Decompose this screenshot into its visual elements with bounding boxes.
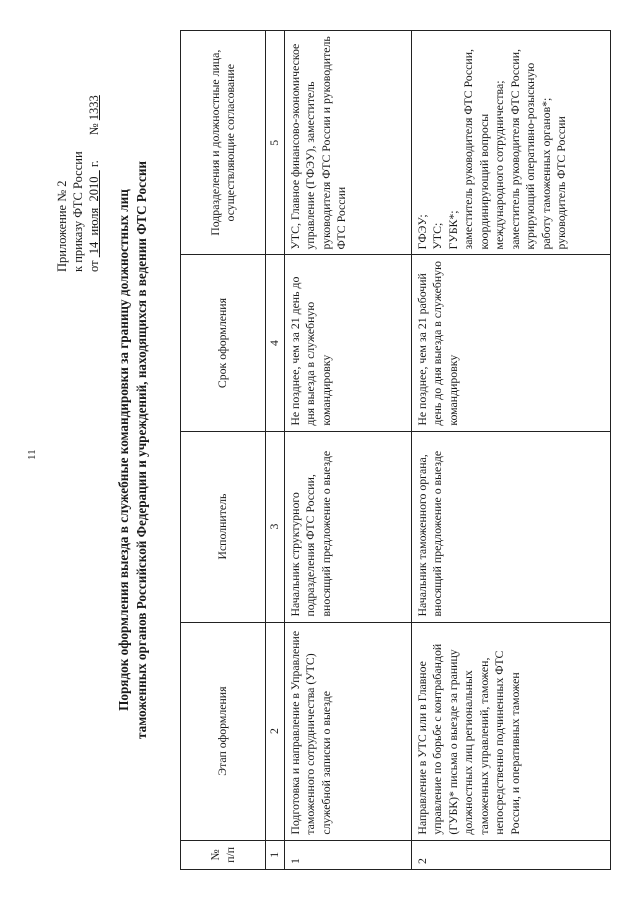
order-date-line <box>86 32 102 272</box>
appendix-header <box>54 32 102 272</box>
column-number: 1 <box>266 840 285 869</box>
column-number-row <box>266 31 285 870</box>
column-number: 3 <box>266 431 285 622</box>
table-row <box>411 31 610 870</box>
row-executor: Начальник таможенного органа, вносящий предложение о выезде <box>411 431 610 622</box>
document-title <box>115 40 151 860</box>
appendix-line-1: Приложение № 2 <box>55 180 69 272</box>
page-number: 11 <box>26 449 38 460</box>
header-executor: Исполнитель <box>181 431 266 622</box>
number-label: № <box>87 123 101 136</box>
order-day: 14 <box>87 241 101 255</box>
appendix-line-2: к приказу ФТС России <box>71 151 85 272</box>
from-label: от <box>87 260 101 272</box>
order-number: 1333 <box>87 95 101 121</box>
row-stage: Подготовка и направление в Управление таможенного сотрудничества (УТС) служебной записки о выезде <box>284 622 411 840</box>
order-month: июля <box>87 207 101 236</box>
table-row <box>284 31 411 870</box>
order-date <box>87 170 101 257</box>
header-stage: Этап оформления <box>181 622 266 840</box>
title-line-2: таможенных органов Российской Федерации и учреждений, находящихся в ведении ФТС России <box>134 160 149 740</box>
row-stage: Направление в УТС или в Главное управление по борьбе с контрабандой (ГУБК)* письма о выезде за границу должностных лиц региональных таможенных управлений, таможен, непосредственно подчиненных ФТС России, и оперативных таможен <box>411 622 610 840</box>
row-executor: Начальник структурного подразделения ФТС России, вносящий предложение о выезде <box>284 431 411 622</box>
order-year: 2010 <box>87 176 101 202</box>
year-suffix: г. <box>87 160 101 168</box>
row-deadline: Не позднее, чем за 21 день до дня выезда в служебную командировку <box>284 255 411 431</box>
row-approval: УТС, Главное финансово-экономическое управление (ГФЭУ), заместитель руководителя ФТС России и руководитель ФТС России <box>284 31 411 255</box>
title-line-1: Порядок оформления выезда в служебные командировки за границу должностных лиц <box>116 189 131 711</box>
header-deadline: Срок оформления <box>181 255 266 431</box>
column-number: 5 <box>266 31 285 255</box>
row-number: 1 <box>284 840 411 869</box>
column-number: 2 <box>266 622 285 840</box>
header-number: № п/п <box>181 840 266 869</box>
row-deadline: Не позднее, чем за 21 рабочий день до дня выезда в служебную командировку <box>411 255 610 431</box>
row-number: 2 <box>411 840 610 869</box>
column-number: 4 <box>266 255 285 431</box>
procedure-table <box>180 30 611 870</box>
header-row <box>181 31 266 870</box>
header-approval: Подразделения и должностные лица, осуществляющие согласование <box>181 31 266 255</box>
row-approval: ГФЭУ; УТС; ГУБК*; заместитель руководителя ФТС России, координирующий вопросы международного сотрудничества; заместитель руководителя ФТС России, курирующий оперативно-розыскную работу таможенных органов*; руководитель ФТС России <box>411 31 610 255</box>
